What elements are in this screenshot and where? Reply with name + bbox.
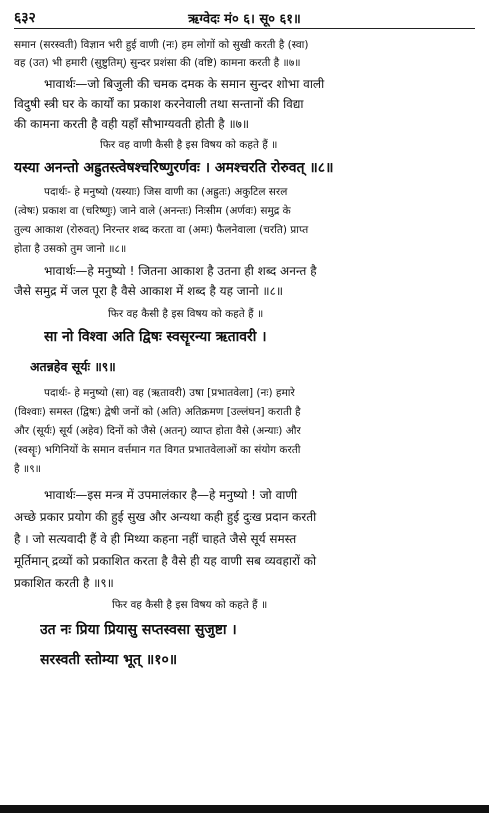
mantra-line: उत नः प्रिया प्रियासु सप्तस्वसा सुजुष्टा । [40,622,237,638]
text-line: वह (उत) भी हमारी (सुष्टुतिम्) सुन्दर प्रशंसा की (वष्टि) कामना करती है ॥७॥ [14,57,301,69]
text-line: प्रकाशित करती है ॥९॥ [14,576,114,590]
page-bottom-edge [0,805,489,813]
text-line: है ॥९॥ [14,463,41,475]
text-line: (विश्वाः) समस्त (द्विषः) द्वेषी जनों को (अति) अतिक्रमण [उल्लंघन] कराती है [14,406,301,418]
mantra-line: सा नो विश्वा अति द्विषः स्वसॄरन्या ऋतावरी । [44,329,267,345]
text-line: विदुषी स्त्री घर के कार्यों का प्रकाश करनेवाली तथा सन्तानों की विद्या [14,97,304,111]
text-line: और (सूर्यः) सूर्य (अहेव) दिनों को जैसे (अतन्) व्याप्त होता वैसे (अन्याः) और [14,425,301,437]
mantra-line: यस्या अनन्तो अह्रुतस्त्वेषश्चरिष्णुरर्णवः । अमश्चरति रोरुवत् ॥८॥ [14,160,334,176]
text-line: मूर्तिमान् द्रव्यों को प्रकाशित करता है वैसे ही यह वाणी सब व्यवहारों को [14,554,317,568]
section-heading: फिर वह कैसी है इस विषय को कहते हैं ॥ [108,308,264,320]
padarth-line: पदार्थः- हे मनुष्यो (सा) वह (ऋतावरी) उषा [प्रभातवेला] (नः) हमारे [44,387,295,399]
page-header [14,6,475,29]
text-line: (त्वेषः) प्रकाश वा (चरिष्णुः) जाने वाले (अनन्तः) निःसीम (अर्णवः) समुद्र के [14,205,291,217]
mantra-line: अतन्नहेव सूर्यः ॥९॥ [30,359,116,374]
text-line: होता है उसको तुम जानो ॥८॥ [14,243,127,255]
mantra-line: सरस्वती स्तोम्या भूत् ॥१०॥ [40,652,178,668]
page-number: ६३२ [14,10,36,26]
text-line: की कामना करती है वही यहाँ सौभाग्यवती होती है ॥७॥ [14,117,250,131]
section-heading: फिर वह वाणी कैसी है इस विषय को कहते हैं ॥ [100,139,278,151]
bhavarth-line: भावार्थः—इस मन्त्र में उपमालंकार है—हे मनुष्यो ! जो वाणी [44,488,298,502]
text-line: अच्छे प्रकार प्रयोग की हुई सुख और अन्यथा कही हुई दुःख प्रदान करती [14,510,317,524]
running-title: ऋग्वेदः मं० ६। सू० ६१॥ [188,12,301,27]
padarth-line: पदार्थः- हे मनुष्यो (यस्याः) जिस वाणी का (अह्रुतः) अकुटिल सरल [44,186,288,198]
text-line: तुल्य आकाश (रोरुवत्) निरन्तर शब्द करता वा (अमः) फैलनेवाला (चरति) प्राप्त [14,224,309,236]
bhavarth-line: भावार्थः—हे मनुष्यो ! जितना आकाश है उतना ही शब्द अनन्त है [44,264,317,278]
text-line: समान (सरस्वती) विज्ञान भरी हुई वाणी (नः) हम लोगों को सुखी करती है (स्वा) [14,39,309,51]
bhavarth-line: भावार्थः—जो बिजुली की चमक दमक के समान सुन्दर शोभा वाली [44,77,325,91]
section-heading: फिर वह कैसी है इस विषय को कहते हैं ॥ [112,599,268,611]
text-line: जैसे समुद्र में जल पूरा है वैसे आकाश में शब्द है यह जानो ॥८॥ [14,284,284,298]
text-line: है । जो सत्यवादी हैं वे ही मिथ्या कहना नहीं चाहते जैसे सूर्य समस्त [14,532,297,546]
text-line: (स्वसॄः) भगिनियों के समान वर्त्तमान गत विगत प्रभातवेलाओं का संयोग करती [14,444,301,456]
